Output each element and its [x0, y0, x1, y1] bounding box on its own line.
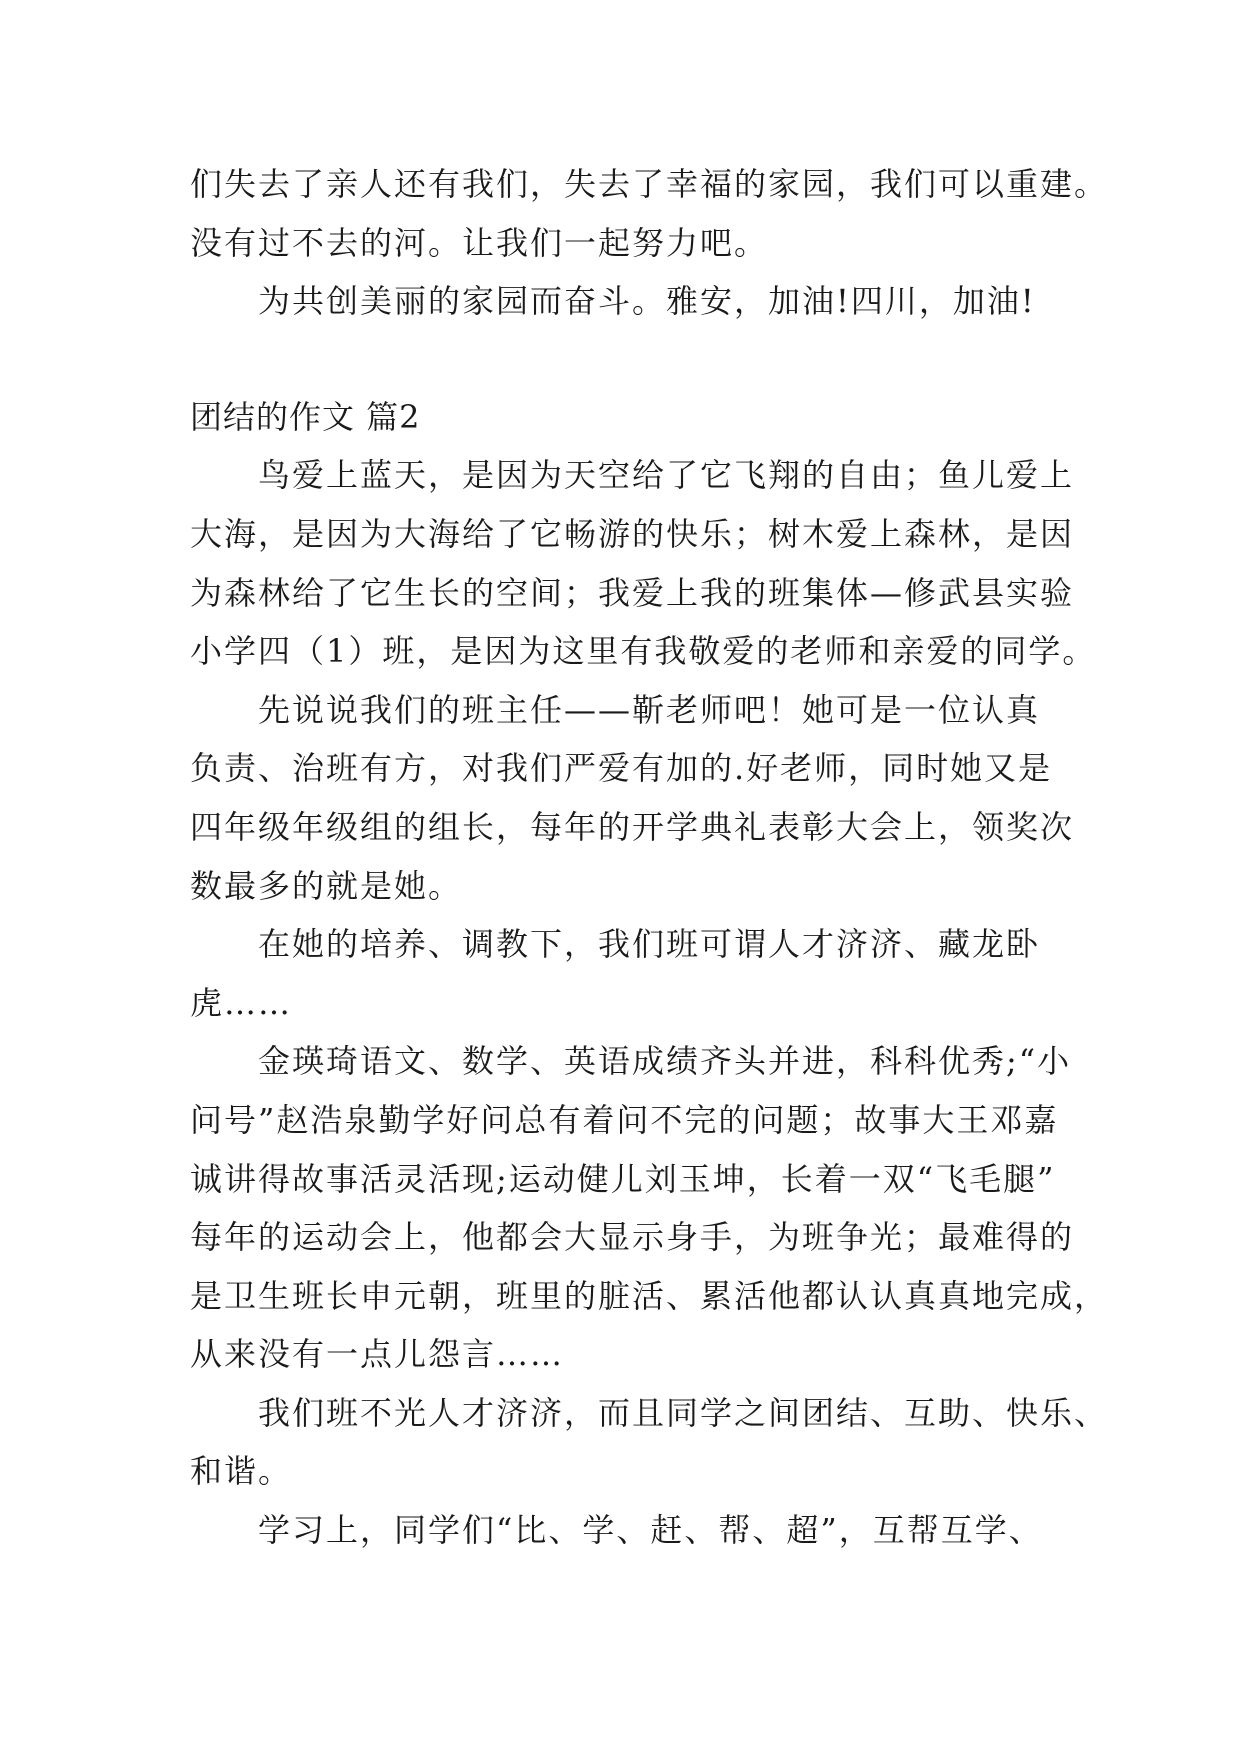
text-line: 四年级年级组的组长，每年的开学典礼表彰大会上，领奖次 [190, 807, 1075, 846]
text-line: 诚讲得故事活灵活现;运动健儿刘玉坤，长着一双“飞毛腿” [190, 1159, 1056, 1198]
text-line: 先说说我们的班主任——靳老师吧！她可是一位认真 [258, 690, 1041, 729]
text-line: 每年的运动会上，他都会大显示身手，为班争光；最难得的 [190, 1218, 1075, 1257]
text-line: 大海，是因为大海给了它畅游的快乐；树木爱上森林，是因 [190, 514, 1075, 553]
text-line: 从来没有一点儿怨言…… [190, 1335, 565, 1374]
text-line: 们失去了亲人还有我们，失去了幸福的家园，我们可以重建。 [190, 165, 1109, 203]
text-line: 我们班不光人才济济，而且同学之间团结、互助、快乐、 [258, 1393, 1109, 1432]
text-line: 金瑛琦语文、数学、英语成绩齐头并进，科科优秀;“小 [258, 1042, 1072, 1081]
text-line: 为共创美丽的家园而奋斗。雅安，加油!四川，加油! [258, 282, 1036, 321]
text-line: 小学四（1）班，是因为这里有我敬爱的老师和亲爱的同学。 [190, 632, 1097, 671]
text-line: 没有过不去的河。让我们一起努力吧。 [190, 223, 769, 262]
section-title: 团结的作文 篇2 [190, 397, 421, 436]
text-line: 数最多的就是她。 [190, 866, 463, 905]
section-spacer [190, 331, 1070, 388]
text-line: 学习上，同学们“比、学、赶、帮、超”，互帮互学、 [258, 1511, 1043, 1550]
text-line: 为森林给了它生长的空间；我爱上我的班集体—修武县实验 [190, 573, 1075, 612]
text-line: 鸟爱上蓝天，是因为天空给了它飞翔的自由；鱼儿爱上 [258, 456, 1075, 495]
text-line: 在她的培养、调教下，我们班可谓人才济济、藏龙卧 [258, 925, 1041, 964]
text-line: 和谐。 [190, 1452, 293, 1491]
text-line: 是卫生班长申元朝，班里的脏活、累活他都认认真真地完成， [190, 1276, 1109, 1315]
text-line: 负责、治班有方，对我们严爱有加的.好老师，同时她又是 [190, 749, 1053, 788]
text-line: 问号”赵浩泉勤学好问总有着问不完的问题；故事大王邓嘉 [190, 1100, 1059, 1139]
document-page [190, 155, 1109, 1560]
text-line: 虎…… [190, 983, 293, 1022]
